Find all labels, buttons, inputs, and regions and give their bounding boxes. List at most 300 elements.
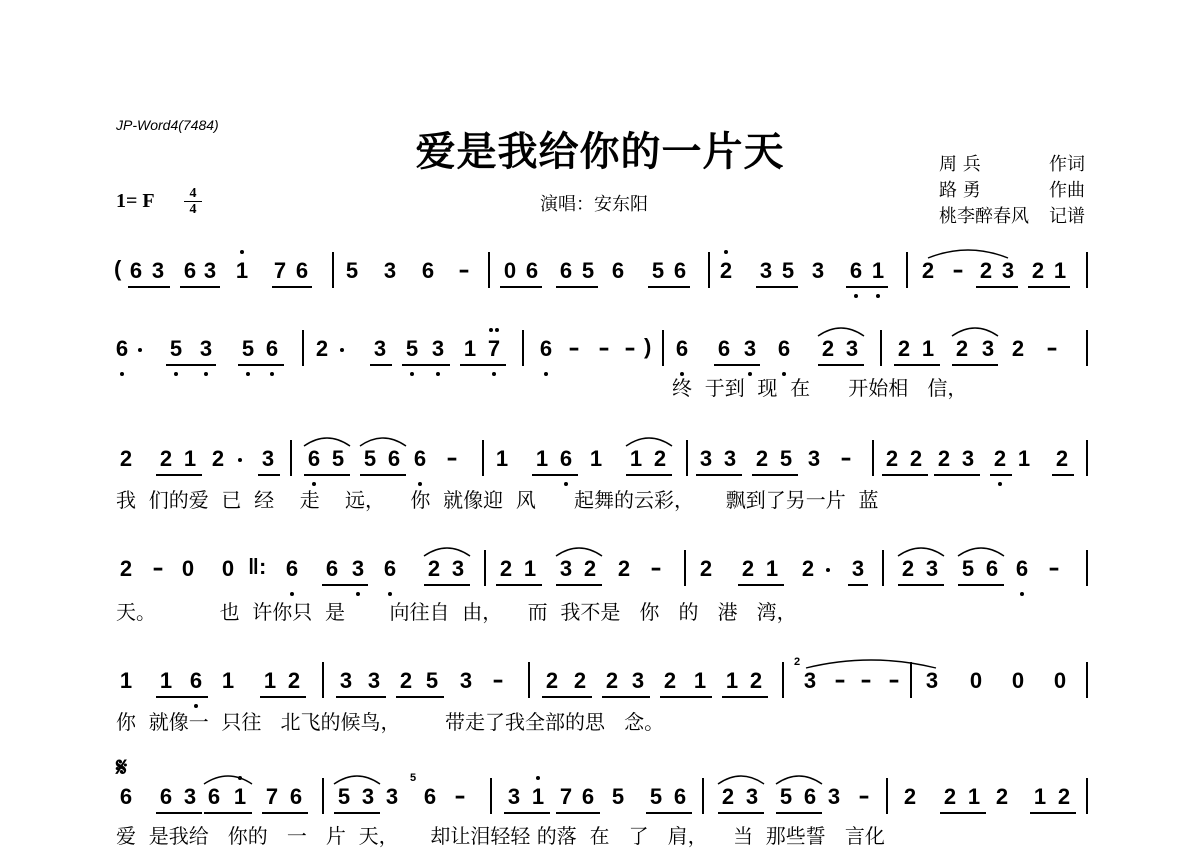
note-digit: 6 <box>985 556 999 581</box>
note-digit: 2 <box>721 784 735 809</box>
note-digit: 1 <box>119 668 133 693</box>
note-underline <box>258 474 280 476</box>
note-digit: 3 <box>203 258 217 283</box>
octave-dot-down <box>854 294 858 298</box>
tie-slur <box>424 544 470 556</box>
note-digit: 3 <box>851 556 865 581</box>
bar-line <box>684 550 686 586</box>
octave-dot-up <box>536 776 540 780</box>
note-digit: 1 <box>1033 784 1047 809</box>
note-digit: 3 <box>745 784 759 809</box>
note-digit: 3 <box>925 668 939 693</box>
rest-dash: – <box>624 336 636 361</box>
note-digit: 6 <box>383 556 397 581</box>
note-digit: 1 <box>871 258 885 283</box>
note-digit: 2 <box>741 556 755 581</box>
note-digit: 0 <box>221 556 235 581</box>
note-digit: 2 <box>211 446 225 471</box>
note-digit: 3 <box>383 258 397 283</box>
note-digit: 3 <box>361 784 375 809</box>
note-digit: 6 <box>525 258 539 283</box>
note-digit: 1 <box>765 556 779 581</box>
note-digit: 2 <box>1057 784 1071 809</box>
note-digit: 3 <box>743 336 757 361</box>
note-underline <box>460 364 506 366</box>
bar-line <box>332 252 334 288</box>
note-digit: 5 <box>425 668 439 693</box>
tie-slur <box>360 434 406 446</box>
note-digit: 2 <box>995 784 1009 809</box>
note-digit: 6 <box>183 258 197 283</box>
paren-symbol: ( <box>114 256 122 281</box>
note-digit: 2 <box>979 258 993 283</box>
octave-dot-up <box>724 250 728 254</box>
note-digit: 6 <box>717 336 731 361</box>
tie-slur <box>718 772 764 784</box>
rest-dash: – <box>858 784 870 809</box>
tie-slur <box>806 656 936 668</box>
rest-dash: – <box>598 336 610 361</box>
note-digit: 3 <box>373 336 387 361</box>
note-digit: 1 <box>1017 446 1031 471</box>
bar-line <box>1086 550 1088 586</box>
note-underline <box>898 584 944 586</box>
note-digit: 2 <box>287 668 301 693</box>
note-digit: 6 <box>207 784 221 809</box>
rest-dash: – <box>860 668 872 693</box>
tie-slur <box>556 544 602 556</box>
note-underline <box>738 584 784 586</box>
note-digit: 5 <box>779 446 793 471</box>
octave-dot-down <box>492 372 496 376</box>
composer-name: 路 勇 <box>939 180 981 201</box>
note-underline <box>334 812 380 814</box>
note-digit: 3 <box>459 668 473 693</box>
rest-dash: – <box>1048 556 1060 581</box>
note-digit: 2 <box>1011 336 1025 361</box>
note-underline <box>156 474 202 476</box>
note-digit: 3 <box>925 556 939 581</box>
rest-dash: – <box>952 258 964 283</box>
note-underline <box>504 812 550 814</box>
note-digit: 3 <box>183 784 197 809</box>
note-digit: 5 <box>611 784 625 809</box>
octave-dot-up <box>495 328 499 332</box>
lyric-row-3: 我 们的爱 已 经 走 远， 你 就像迎 风 起舞的云彩， 飘到了另一片 蓝 <box>116 488 879 512</box>
note-digit: 1 <box>463 336 477 361</box>
rest-dash: – <box>152 556 164 581</box>
note-digit: 6 <box>675 336 689 361</box>
note-digit: 2 <box>315 336 329 361</box>
octave-dot-down <box>876 294 880 298</box>
note-digit: 2 <box>955 336 969 361</box>
note-digit: 3 <box>1001 258 1015 283</box>
note-underline <box>722 696 768 698</box>
note-digit: 3 <box>385 784 399 809</box>
note-digit: 6 <box>115 336 129 361</box>
note-digit: 3 <box>367 668 381 693</box>
tie-slur <box>776 772 822 784</box>
note-underline <box>818 364 864 366</box>
augment-dot <box>340 348 344 352</box>
note-underline <box>156 696 208 698</box>
note-digit: 6 <box>421 258 435 283</box>
note-digit: 5 <box>337 784 351 809</box>
note-digit: 3 <box>699 446 713 471</box>
note-digit: 3 <box>723 446 737 471</box>
note-digit: 2 <box>399 668 413 693</box>
note-digit: 6 <box>777 336 791 361</box>
note-digit: 1 <box>235 258 249 283</box>
note-underline <box>952 364 998 366</box>
octave-dot-up <box>489 328 493 332</box>
note-digit: 5 <box>363 446 377 471</box>
note-digit: 2 <box>993 446 1007 471</box>
note-underline <box>1052 474 1074 476</box>
note-digit: 7 <box>273 258 287 283</box>
note-digit: 3 <box>981 336 995 361</box>
note-underline <box>396 696 444 698</box>
note-digit: 2 <box>1031 258 1045 283</box>
note-digit: 2 <box>119 446 133 471</box>
bar-line <box>482 440 484 476</box>
octave-dot-down <box>436 372 440 376</box>
note-underline <box>894 364 940 366</box>
note-digit: 5 <box>241 336 255 361</box>
repeat-sign: ‖: <box>248 554 267 579</box>
note-digit: 2 <box>427 556 441 581</box>
time-signature <box>184 186 202 217</box>
note-digit: 5 <box>961 556 975 581</box>
bar-line <box>322 778 324 814</box>
note-digit: 3 <box>827 784 841 809</box>
note-digit: 3 <box>807 446 821 471</box>
octave-dot-down <box>270 372 274 376</box>
note-digit: 5 <box>649 784 663 809</box>
note-digit: 5 <box>651 258 665 283</box>
note-underline <box>714 364 760 366</box>
grace-note: 5 <box>410 772 417 784</box>
bar-line <box>322 662 324 698</box>
note-digit: 6 <box>265 336 279 361</box>
bar-line <box>702 778 704 814</box>
time-denominator: 4 <box>189 202 197 217</box>
note-digit: 1 <box>159 668 173 693</box>
note-digit: 6 <box>413 446 427 471</box>
octave-dot-down <box>120 372 124 376</box>
note-digit: 3 <box>507 784 521 809</box>
tie-slur <box>952 324 998 336</box>
note-digit: 5 <box>405 336 419 361</box>
transcriber-role: 记谱 <box>1049 206 1085 227</box>
note-digit: 7 <box>487 336 501 361</box>
note-digit: 6 <box>673 258 687 283</box>
note-underline <box>360 474 406 476</box>
bar-line <box>1086 662 1088 698</box>
tie-slur <box>958 544 1004 556</box>
note-underline <box>626 474 672 476</box>
note-digit: 3 <box>351 556 365 581</box>
note-underline <box>756 286 798 288</box>
note-digit: 2 <box>921 258 935 283</box>
bar-line <box>528 662 530 698</box>
note-digit: 0 <box>1011 668 1025 693</box>
tie-slur <box>334 772 380 784</box>
note-digit: 5 <box>331 446 345 471</box>
note-digit: 1 <box>535 446 549 471</box>
rest-dash: – <box>458 258 470 283</box>
note-digit: 2 <box>801 556 815 581</box>
note-digit: 2 <box>749 668 763 693</box>
note-underline <box>370 364 392 366</box>
note-underline <box>336 696 386 698</box>
note-underline <box>958 584 1004 586</box>
lyric-row-5: 你 就像一 只往 北飞的候鸟， 带走了我全部的思 念。 <box>116 710 665 734</box>
note-underline <box>848 584 868 586</box>
note-underline <box>204 812 252 814</box>
bar-line <box>490 778 492 814</box>
rest-dash: – <box>650 556 662 581</box>
paren-symbol: ) <box>644 334 652 359</box>
tie-slur <box>928 246 1008 258</box>
note-underline <box>260 696 306 698</box>
bar-line <box>302 330 304 366</box>
lyric-row-2: 终 于到 现 在 开始相 信， <box>672 376 968 400</box>
note-digit: 6 <box>539 336 553 361</box>
note-digit: 0 <box>969 668 983 693</box>
grace-note: 2 <box>794 656 801 668</box>
note-underline <box>402 364 450 366</box>
segno-symbol: 𝄋 <box>116 752 128 782</box>
note-digit: 3 <box>845 336 859 361</box>
note-underline <box>156 812 202 814</box>
note-underline <box>660 696 712 698</box>
lyric-row-6: 爱 是我给 你的 一 片 天， 却让泪轻轻 的落 在 了 肩， 当 那些誓 言化 <box>116 824 885 848</box>
note-underline <box>882 474 928 476</box>
note-underline <box>238 364 284 366</box>
note-underline <box>532 474 578 476</box>
note-underline <box>776 812 822 814</box>
transcriber-credit <box>939 202 1085 228</box>
note-digit: 7 <box>265 784 279 809</box>
note-digit: 1 <box>629 446 643 471</box>
note-digit: 2 <box>573 668 587 693</box>
note-digit: 3 <box>199 336 213 361</box>
bar-line <box>488 252 490 288</box>
augment-dot <box>826 568 830 572</box>
bar-line <box>1086 252 1088 288</box>
note-digit: 6 <box>295 258 309 283</box>
bar-line <box>290 440 292 476</box>
bar-line <box>882 550 884 586</box>
note-digit: 6 <box>581 784 595 809</box>
note-digit: 6 <box>611 258 625 283</box>
note-digit: 1 <box>183 446 197 471</box>
note-digit: 2 <box>821 336 835 361</box>
rest-dash: – <box>888 668 900 693</box>
rest-dash: – <box>834 668 846 693</box>
octave-dot-down <box>998 482 1002 486</box>
rest-dash: – <box>446 446 458 471</box>
note-digit: 3 <box>559 556 573 581</box>
octave-dot-down <box>410 372 414 376</box>
note-digit: 6 <box>559 446 573 471</box>
transcriber-name: 桃李醉春风 <box>939 206 1029 227</box>
note-digit: 6 <box>387 446 401 471</box>
rest-dash: – <box>454 784 466 809</box>
note-underline <box>542 696 592 698</box>
note-underline <box>500 286 542 288</box>
note-digit: 7 <box>559 784 573 809</box>
note-digit: 6 <box>285 556 299 581</box>
note-digit: 3 <box>431 336 445 361</box>
note-digit: 1 <box>725 668 739 693</box>
tie-slur <box>304 434 350 446</box>
note-digit: 2 <box>885 446 899 471</box>
tie-slur <box>204 772 252 784</box>
note-digit: 6 <box>325 556 339 581</box>
note-digit: 6 <box>803 784 817 809</box>
lyric-row-4: 天。 也 许你只 是 向往自 由， 而 我不是 你 的 港 湾， <box>116 600 797 624</box>
note-digit: 2 <box>159 446 173 471</box>
note-digit: 6 <box>423 784 437 809</box>
note-underline <box>556 286 598 288</box>
augment-dot <box>138 348 142 352</box>
note-digit: 3 <box>151 258 165 283</box>
note-digit: 6 <box>159 784 173 809</box>
note-digit: 3 <box>451 556 465 581</box>
bar-line <box>1086 440 1088 476</box>
note-underline <box>180 286 220 288</box>
note-digit: 1 <box>921 336 935 361</box>
bar-line <box>686 440 688 476</box>
note-digit: 3 <box>803 668 817 693</box>
bar-line <box>522 330 524 366</box>
note-digit: 2 <box>663 668 677 693</box>
note-digit: 2 <box>755 446 769 471</box>
note-digit: 2 <box>119 556 133 581</box>
octave-dot-down <box>174 372 178 376</box>
bar-line <box>906 252 908 288</box>
note-digit: 1 <box>531 784 545 809</box>
octave-dot-up <box>240 250 244 254</box>
note-digit: 6 <box>289 784 303 809</box>
note-digit: 2 <box>545 668 559 693</box>
note-digit: 1 <box>221 668 235 693</box>
rest-dash: – <box>492 668 504 693</box>
note-digit: 0 <box>181 556 195 581</box>
note-underline <box>752 474 798 476</box>
octave-dot-down <box>246 372 250 376</box>
note-underline <box>718 812 764 814</box>
tie-slur <box>818 324 864 336</box>
bar-line <box>1086 330 1088 366</box>
note-digit: 6 <box>1015 556 1029 581</box>
note-digit: 2 <box>653 446 667 471</box>
note-digit: 3 <box>339 668 353 693</box>
note-underline <box>696 474 742 476</box>
note-underline <box>424 584 470 586</box>
note-digit: 2 <box>909 446 923 471</box>
note-underline <box>322 584 368 586</box>
bar-line <box>782 662 784 698</box>
note-digit: 1 <box>967 784 981 809</box>
rest-dash: – <box>1046 336 1058 361</box>
note-digit: 2 <box>1055 446 1069 471</box>
note-digit: 5 <box>781 258 795 283</box>
note-digit: 2 <box>605 668 619 693</box>
note-digit: 6 <box>119 784 133 809</box>
note-digit: 5 <box>581 258 595 283</box>
lyricist-credit <box>939 150 1085 176</box>
lyricist-name: 周 兵 <box>939 154 981 175</box>
note-digit: 3 <box>759 258 773 283</box>
note-underline <box>940 812 986 814</box>
note-underline <box>496 584 542 586</box>
bar-line <box>880 330 882 366</box>
note-digit: 3 <box>811 258 825 283</box>
note-underline <box>556 812 600 814</box>
bar-line <box>1086 778 1088 814</box>
note-digit: 6 <box>849 258 863 283</box>
note-underline <box>976 286 1018 288</box>
note-digit: 2 <box>699 556 713 581</box>
tie-slur <box>898 544 944 556</box>
note-underline <box>648 286 690 288</box>
note-digit: 1 <box>495 446 509 471</box>
note-underline <box>1028 286 1070 288</box>
note-digit: 2 <box>903 784 917 809</box>
note-digit: 6 <box>307 446 321 471</box>
note-underline <box>846 286 888 288</box>
bar-line <box>886 778 888 814</box>
bar-line <box>662 330 664 366</box>
octave-dot-down <box>204 372 208 376</box>
note-digit: 0 <box>1053 668 1067 693</box>
note-digit: 6 <box>559 258 573 283</box>
note-digit: 1 <box>263 668 277 693</box>
note-underline <box>646 812 692 814</box>
note-digit: 2 <box>719 258 733 283</box>
note-digit: 5 <box>345 258 359 283</box>
note-underline <box>1030 812 1076 814</box>
note-digit: 1 <box>1053 258 1067 283</box>
note-digit: 6 <box>673 784 687 809</box>
tie-slur <box>626 434 672 446</box>
rest-dash: – <box>568 336 580 361</box>
note-digit: 6 <box>129 258 143 283</box>
composer-credit <box>939 176 1085 202</box>
note-underline <box>272 286 312 288</box>
rest-dash: – <box>840 446 852 471</box>
octave-dot-down <box>1020 592 1024 596</box>
note-digit: 2 <box>943 784 957 809</box>
lyricist-role: 作词 <box>1049 154 1085 175</box>
augment-dot <box>238 458 242 462</box>
time-numerator: 4 <box>184 186 202 202</box>
note-underline <box>304 474 350 476</box>
note-digit: 2 <box>937 446 951 471</box>
song-title: 爱是我给你的一片天 <box>415 128 785 175</box>
note-digit: 5 <box>779 784 793 809</box>
note-digit: 1 <box>693 668 707 693</box>
bar-line <box>484 550 486 586</box>
note-underline <box>262 812 308 814</box>
octave-dot-down <box>544 372 548 376</box>
note-underline <box>128 286 170 288</box>
note-digit: 1 <box>523 556 537 581</box>
note-underline <box>934 474 980 476</box>
